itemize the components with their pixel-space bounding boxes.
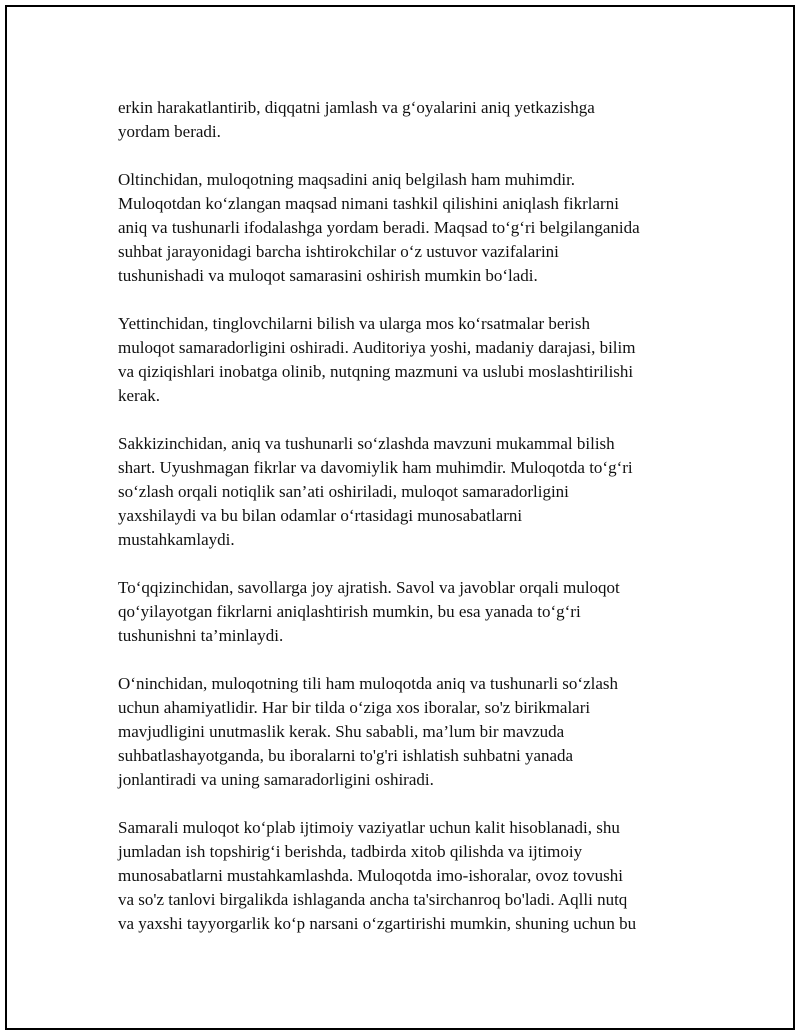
text-line: va qiziqishlari inobatga olinib, nutqning mazmuni va uslubi moslashtirilishi [118,362,634,381]
text-line: muloqot samaradorligini oshiradi. Auditoriya yoshi, madaniy darajasi, bilim [118,338,636,357]
text-line: mustahkamlaydi. [118,530,235,549]
text-line: jumladan ish topshirig‘i berishda, tadbirda xitob qilishda va ijtimoiy [118,842,583,861]
paragraph [118,312,693,408]
text-line: tushunishni ta’minlaydi. [118,626,284,645]
document-page [5,5,795,1030]
paragraph [118,816,693,936]
paragraph [118,96,693,144]
paragraph [118,168,693,288]
text-line: Yettinchidan, tinglovchilarni bilish va ularga mos ko‘rsatmalar berish [118,314,590,333]
text-line: so‘zlash orqali notiqlik san’ati oshiriladi, muloqot samaradorligini [118,482,569,501]
text-line: erkin harakatlantirib, diqqatni jamlash va g‘oyalarini aniq yetkazishga [118,98,595,117]
paragraph [118,672,693,792]
text-line: suhbatlashayotganda, bu iboralarni to'g'ri ishlatish suhbatni yanada [118,746,574,765]
text-line: tushunishadi va muloqot samarasini oshirish mumkin bo‘ladi. [118,266,538,285]
text-line: qo‘yilayotgan fikrlarni aniqlashtirish mumkin, bu esa yanada to‘g‘ri [118,602,581,621]
text-line: munosabatlarni mustahkamlashda. Muloqotda imo-ishoralar, ovoz tovushi [118,866,623,885]
text-line: va yaxshi tayyorgarlik ko‘p narsani o‘zgartirishi mumkin, shuning uchun bu [118,914,637,933]
text-line: suhbat jarayonidagi barcha ishtirokchilar o‘z ustuvor vazifalarini [118,242,559,261]
text-line: aniq va tushunarli ifodalashga yordam beradi. Maqsad to‘g‘ri belgilanganida [118,218,640,237]
text-line: va so'z tanlovi birgalikda ishlaganda ancha ta'sirchanroq bo'ladi. Aqlli nutq [118,890,628,909]
text-line: To‘qqizinchidan, savollarga joy ajratish. Savol va javoblar orqali muloqot [118,578,620,597]
text-line: Sakkizinchidan, aniq va tushunarli so‘zlashda mavzuni mukammal bilish [118,434,615,453]
text-line: jonlantiradi va uning samaradorligini oshiradi. [118,770,434,789]
text-line: uchun ahamiyatlidir. Har bir tilda o‘ziga xos iboralar, so'z birikmalari [118,698,591,717]
text-line: Oltinchidan, muloqotning maqsadini aniq belgilash ham muhimdir. [118,170,576,189]
text-line: Samarali muloqot ko‘plab ijtimoiy vaziyatlar uchun kalit hisoblanadi, shu [118,818,620,837]
text-line: Muloqotdan ko‘zlangan maqsad nimani tashkil qilishini aniqlash fikrlarni [118,194,619,213]
text-line: yaxshilaydi va bu bilan odamlar o‘rtasidagi munosabatlarni [118,506,523,525]
text-line: yordam beradi. [118,122,221,141]
text-line: O‘ninchidan, muloqotning tili ham muloqotda aniq va tushunarli so‘zlash [118,674,619,693]
document-body [118,96,693,960]
text-line: mavjudligini unutmaslik kerak. Shu sababli, ma’lum bir mavzuda [118,722,565,741]
text-line: shart. Uyushmagan fikrlar va davomiylik ham muhimdir. Muloqotda to‘g‘ri [118,458,633,477]
paragraph [118,576,693,648]
paragraph [118,432,693,552]
text-line: kerak. [118,386,161,405]
